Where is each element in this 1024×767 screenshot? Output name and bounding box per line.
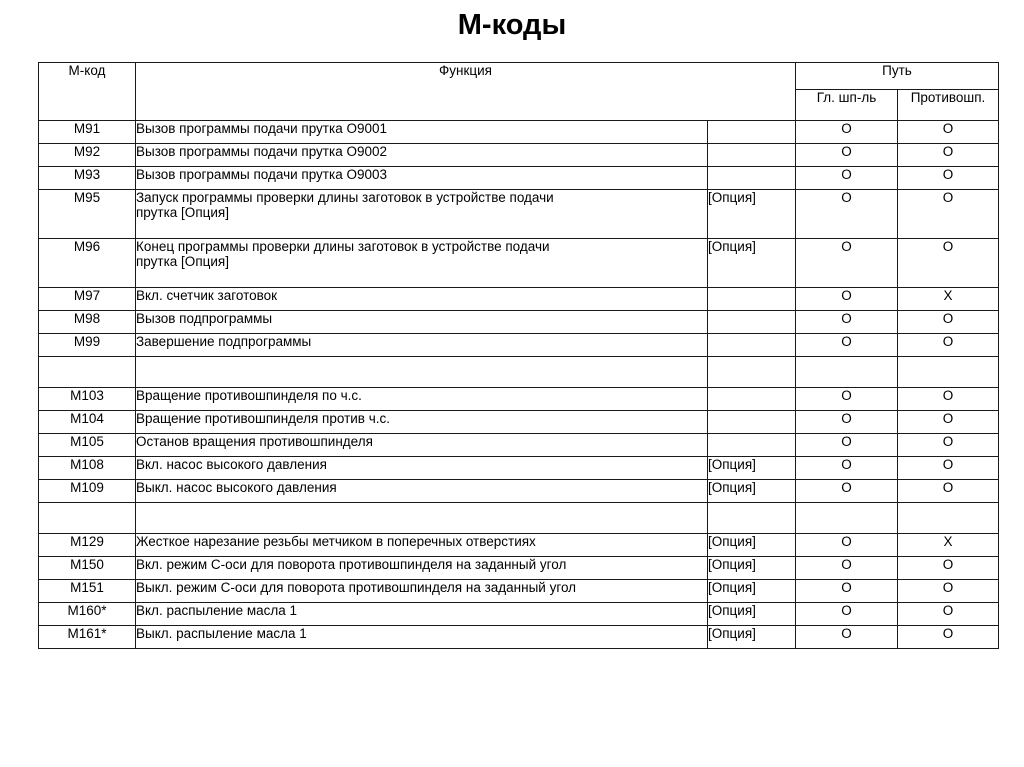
function-line-1: Вкл. насос высокого давления bbox=[136, 457, 327, 472]
cell-counter-spindle-mark: O bbox=[898, 334, 999, 357]
table-spacer-row bbox=[39, 503, 999, 534]
table-row bbox=[39, 411, 999, 434]
function-line-1: Вкл. счетчик заготовок bbox=[136, 288, 278, 303]
table-row bbox=[39, 121, 999, 144]
function-line-1: Вращение противошпинделя по ч.с. bbox=[136, 388, 362, 403]
cell-function bbox=[136, 480, 708, 503]
cell-option: [Опция] bbox=[708, 239, 796, 288]
cell-mcode: M108 bbox=[39, 457, 136, 480]
table-row bbox=[39, 388, 999, 411]
cell-main-spindle-mark: O bbox=[796, 334, 898, 357]
cell-main-spindle-mark: O bbox=[796, 288, 898, 311]
cell-option: [Опция] bbox=[708, 603, 796, 626]
cell-mcode: M93 bbox=[39, 167, 136, 190]
function-line-1: Вызов подпрограммы bbox=[136, 311, 273, 326]
function-line-2: прутка [Опция] bbox=[136, 254, 229, 269]
cell-function bbox=[136, 457, 708, 480]
cell-option: [Опция] bbox=[708, 557, 796, 580]
cell-mcode: M103 bbox=[39, 388, 136, 411]
function-line-2: прутка [Опция] bbox=[136, 205, 229, 220]
cell-main-spindle-mark bbox=[796, 503, 898, 534]
cell-counter-spindle-mark: O bbox=[898, 388, 999, 411]
cell-main-spindle-mark: O bbox=[796, 626, 898, 649]
cell-function bbox=[136, 121, 708, 144]
function-line-1: Конец программы проверки длины заготовок в устройстве подачи bbox=[136, 239, 550, 254]
cell-counter-spindle-mark bbox=[898, 357, 999, 388]
cell-option: [Опция] bbox=[708, 534, 796, 557]
cell-counter-spindle-mark: O bbox=[898, 626, 999, 649]
cell-option bbox=[708, 288, 796, 311]
table-row bbox=[39, 434, 999, 457]
cell-counter-spindle-mark: O bbox=[898, 480, 999, 503]
table-row bbox=[39, 311, 999, 334]
cell-main-spindle-mark: O bbox=[796, 580, 898, 603]
cell-counter-spindle-mark: O bbox=[898, 557, 999, 580]
table-row bbox=[39, 288, 999, 311]
cell-function bbox=[136, 239, 708, 288]
column-header-path-group: Путь bbox=[796, 63, 999, 90]
table-header bbox=[39, 63, 999, 121]
function-line-1: Выкл. режим С-оси для поворота противошпинделя на заданный угол bbox=[136, 580, 577, 595]
cell-counter-spindle-mark: O bbox=[898, 190, 999, 239]
table-row bbox=[39, 190, 999, 239]
column-header-function: Функция bbox=[136, 63, 796, 121]
cell-main-spindle-mark: O bbox=[796, 411, 898, 434]
cell-main-spindle-mark: O bbox=[796, 239, 898, 288]
table-row bbox=[39, 334, 999, 357]
cell-function bbox=[136, 503, 708, 534]
function-line-1: Завершение подпрограммы bbox=[136, 334, 312, 349]
cell-function bbox=[136, 144, 708, 167]
cell-mcode: M160* bbox=[39, 603, 136, 626]
table-row bbox=[39, 480, 999, 503]
cell-option bbox=[708, 411, 796, 434]
cell-counter-spindle-mark: O bbox=[898, 411, 999, 434]
cell-counter-spindle-mark: O bbox=[898, 144, 999, 167]
cell-counter-spindle-mark: O bbox=[898, 603, 999, 626]
cell-counter-spindle-mark: O bbox=[898, 311, 999, 334]
cell-option bbox=[708, 357, 796, 388]
cell-function bbox=[136, 411, 708, 434]
column-header-mcode: М-код bbox=[39, 63, 136, 121]
cell-main-spindle-mark: O bbox=[796, 603, 898, 626]
cell-option bbox=[708, 121, 796, 144]
cell-mcode: M92 bbox=[39, 144, 136, 167]
function-line-1: Жесткое нарезание резьбы метчиком в поперечных отверстиях bbox=[136, 534, 536, 549]
cell-main-spindle-mark bbox=[796, 357, 898, 388]
cell-mcode: M109 bbox=[39, 480, 136, 503]
cell-main-spindle-mark: O bbox=[796, 457, 898, 480]
cell-option bbox=[708, 388, 796, 411]
page-title: М-коды bbox=[457, 9, 567, 41]
cell-counter-spindle-mark bbox=[898, 503, 999, 534]
cell-main-spindle-mark: O bbox=[796, 534, 898, 557]
cell-function bbox=[136, 357, 708, 388]
function-line-1: Вызов программы подачи прутка O9003 bbox=[136, 167, 387, 182]
cell-main-spindle-mark: O bbox=[796, 144, 898, 167]
cell-counter-spindle-mark: X bbox=[898, 288, 999, 311]
function-line-1: Вкл. режим С-оси для поворота противошпинделя на заданный угол bbox=[136, 557, 567, 572]
mcodes-table bbox=[38, 62, 999, 649]
cell-mcode: M129 bbox=[39, 534, 136, 557]
function-line-1: Вызов программы подачи прутка O9001 bbox=[136, 121, 387, 136]
table-row bbox=[39, 557, 999, 580]
cell-main-spindle-mark: O bbox=[796, 480, 898, 503]
function-line-1: Вызов программы подачи прутка O9002 bbox=[136, 144, 387, 159]
table-row bbox=[39, 626, 999, 649]
function-line-1: Запуск программы проверки длины заготовок в устройстве подачи bbox=[136, 190, 554, 205]
cell-mcode: M161* bbox=[39, 626, 136, 649]
column-header-counter-spindle: Противошп. bbox=[898, 90, 999, 121]
cell-function bbox=[136, 434, 708, 457]
cell-mcode: M91 bbox=[39, 121, 136, 144]
cell-counter-spindle-mark: O bbox=[898, 580, 999, 603]
cell-function bbox=[136, 311, 708, 334]
table-row bbox=[39, 534, 999, 557]
cell-option: [Опция] bbox=[708, 580, 796, 603]
cell-option bbox=[708, 334, 796, 357]
cell-mcode: M98 bbox=[39, 311, 136, 334]
function-line-1: Вращение противошпинделя против ч.с. bbox=[136, 411, 390, 426]
cell-function bbox=[136, 167, 708, 190]
cell-option: [Опция] bbox=[708, 457, 796, 480]
cell-counter-spindle-mark: O bbox=[898, 239, 999, 288]
cell-function bbox=[136, 288, 708, 311]
cell-mcode: M104 bbox=[39, 411, 136, 434]
table-body bbox=[39, 121, 999, 649]
cell-main-spindle-mark: O bbox=[796, 121, 898, 144]
mcodes-table-wrapper bbox=[38, 62, 998, 649]
cell-function bbox=[136, 388, 708, 411]
cell-function bbox=[136, 626, 708, 649]
cell-main-spindle-mark: O bbox=[796, 190, 898, 239]
cell-main-spindle-mark: O bbox=[796, 167, 898, 190]
cell-mcode: M150 bbox=[39, 557, 136, 580]
table-row bbox=[39, 457, 999, 480]
function-line-1: Выкл. насос высокого давления bbox=[136, 480, 337, 495]
cell-option bbox=[708, 144, 796, 167]
cell-counter-spindle-mark: O bbox=[898, 457, 999, 480]
cell-mcode: M96 bbox=[39, 239, 136, 288]
table-row bbox=[39, 603, 999, 626]
cell-option: [Опция] bbox=[708, 626, 796, 649]
cell-mcode: M105 bbox=[39, 434, 136, 457]
table-spacer-row bbox=[39, 357, 999, 388]
cell-mcode bbox=[39, 503, 136, 534]
cell-function bbox=[136, 190, 708, 239]
cell-counter-spindle-mark: O bbox=[898, 167, 999, 190]
cell-function bbox=[136, 603, 708, 626]
cell-option: [Опция] bbox=[708, 190, 796, 239]
function-line-1: Выкл. распыление масла 1 bbox=[136, 626, 307, 641]
table-row bbox=[39, 239, 999, 288]
cell-option bbox=[708, 167, 796, 190]
cell-main-spindle-mark: O bbox=[796, 434, 898, 457]
cell-mcode: M151 bbox=[39, 580, 136, 603]
function-line-1: Вкл. распыление масла 1 bbox=[136, 603, 298, 618]
cell-mcode: M97 bbox=[39, 288, 136, 311]
cell-option: [Опция] bbox=[708, 480, 796, 503]
cell-option bbox=[708, 311, 796, 334]
table-row bbox=[39, 167, 999, 190]
header-row-top bbox=[39, 63, 999, 90]
cell-counter-spindle-mark: O bbox=[898, 121, 999, 144]
cell-option bbox=[708, 434, 796, 457]
table-row bbox=[39, 144, 999, 167]
cell-mcode: M99 bbox=[39, 334, 136, 357]
cell-function bbox=[136, 334, 708, 357]
cell-counter-spindle-mark: O bbox=[898, 434, 999, 457]
column-header-main-spindle: Гл. шп-ль bbox=[796, 90, 898, 121]
cell-main-spindle-mark: O bbox=[796, 311, 898, 334]
cell-function bbox=[136, 557, 708, 580]
cell-mcode bbox=[39, 357, 136, 388]
cell-counter-spindle-mark: X bbox=[898, 534, 999, 557]
cell-mcode: M95 bbox=[39, 190, 136, 239]
function-line-1: Останов вращения противошпинделя bbox=[136, 434, 373, 449]
cell-main-spindle-mark: O bbox=[796, 388, 898, 411]
cell-main-spindle-mark: O bbox=[796, 557, 898, 580]
table-row bbox=[39, 580, 999, 603]
cell-option bbox=[708, 503, 796, 534]
cell-function bbox=[136, 580, 708, 603]
cell-function bbox=[136, 534, 708, 557]
